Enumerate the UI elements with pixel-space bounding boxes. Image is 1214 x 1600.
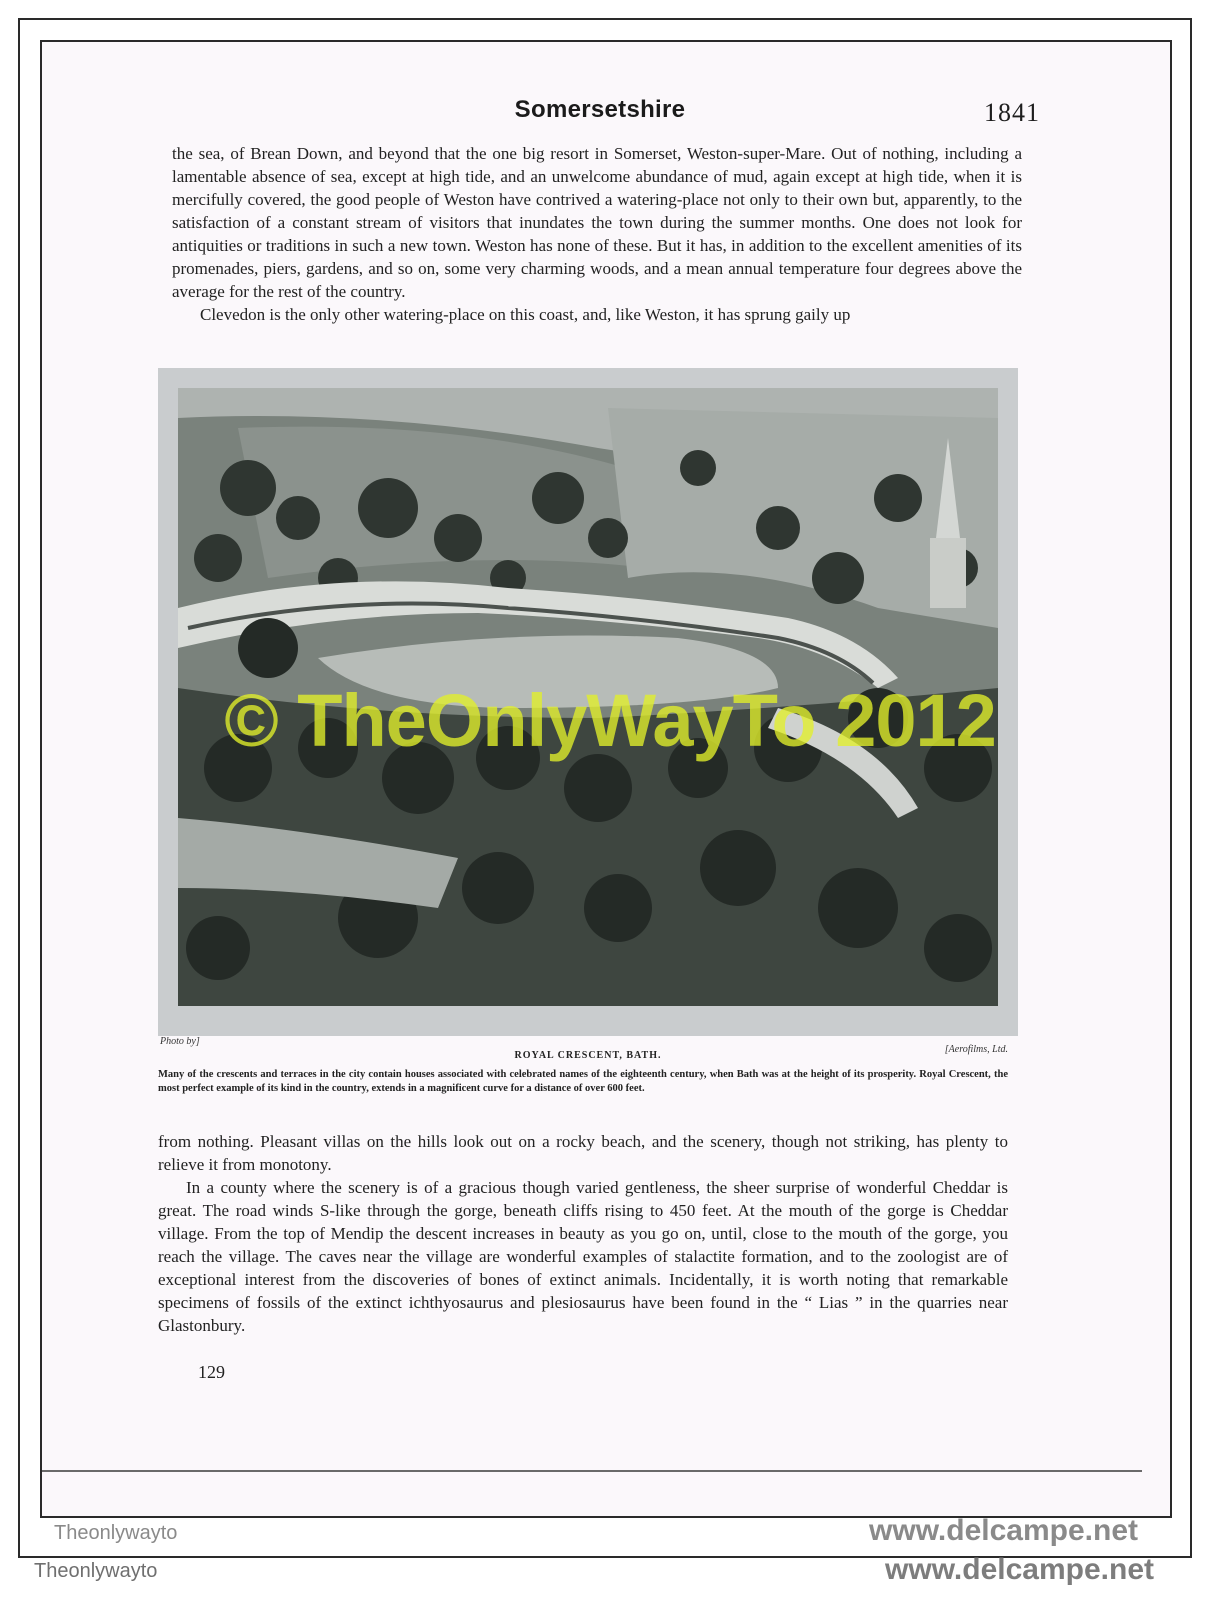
photo-credit-label: Photo by]: [160, 1036, 200, 1047]
site-watermark: www.delcampe.net: [885, 1553, 1154, 1586]
watermark: © TheOnlyWayTo 2012: [224, 679, 996, 762]
site-watermark: www.delcampe.net: [869, 1514, 1138, 1547]
paragraph: Clevedon is the only other watering-place on this coast, and, like Weston, it has sprung gaily up: [200, 305, 851, 324]
paragraph: In a county where the scenery is of a gracious though varied gentleness, the sheer surprise of wonderful Cheddar is great. The road winds S-like through the gorge, beneath cliffs rising to 450 feet. At the mouth of the gorge is Cheddar village. From the top of Mendip the descent increases in beauty as you go on, until, close to the mouth of the gorge, you reach the village. The caves near the village are wonderful examples of stalactite formation, and to the zoologist are of exceptional interest from the discoveries of bones of extinct animals. Incidentally, it is worth noting that remarkable specimens of fossils of the extinct ichthyosaurus and plesiosaurus have been found in the “ Lias ” in the quarries near Glastonbury.: [158, 1178, 1008, 1335]
caption-text: Many of the crescents and terraces in the city contain houses associated with celebrated names of the eighteenth century, when Bath was at the height of its prosperity. Royal Crescent, the most perfect example of its kind in the country, extends in a magnificent curve for a distance of over 600 feet.: [158, 1069, 1008, 1094]
paragraph: from nothing. Pleasant villas on the hills look out on a rocky beach, and the scenery, though not striking, has plenty to relieve it from monotony.: [158, 1132, 1008, 1174]
body-text-bottom: [158, 1130, 1008, 1337]
page-title: Somersetshire: [514, 96, 686, 123]
body-text-top: [172, 142, 1022, 326]
page-number-top: 1841: [984, 98, 1040, 127]
paragraph: the sea, of Brean Down, and beyond that the one big resort in Somerset, Weston-super-Mare. Out of nothing, including a lamentable absence of sea, except at high tide, and an unwelcome abundance of mud, again except at high tide, when it is mercifully covered, the good people of Weston have contrived a watering-place not only to their own but, apparently, to the satisfaction of a constant stream of visitors that inundates the town during the summer months. One does not look for antiquities or traditions in such a new town. Weston has none of these. But it has, in addition to the excellent amenities of its promenades, piers, gardens, and so on, some very charming woods, and a mean annual temperature four degrees above the average for the rest of the country.: [172, 144, 1022, 301]
page-header: [160, 96, 1040, 130]
photo-credit-source: [Aerofilms, Ltd.: [944, 1044, 1008, 1055]
page-number-bottom: 129: [198, 1362, 225, 1382]
seller-name: Theonlywayto: [34, 1560, 158, 1582]
bottom-rule: [42, 1470, 1142, 1472]
seller-name: Theonlywayto: [54, 1522, 178, 1544]
caption-title: ROYAL CRESCENT, BATH.: [514, 1050, 662, 1061]
